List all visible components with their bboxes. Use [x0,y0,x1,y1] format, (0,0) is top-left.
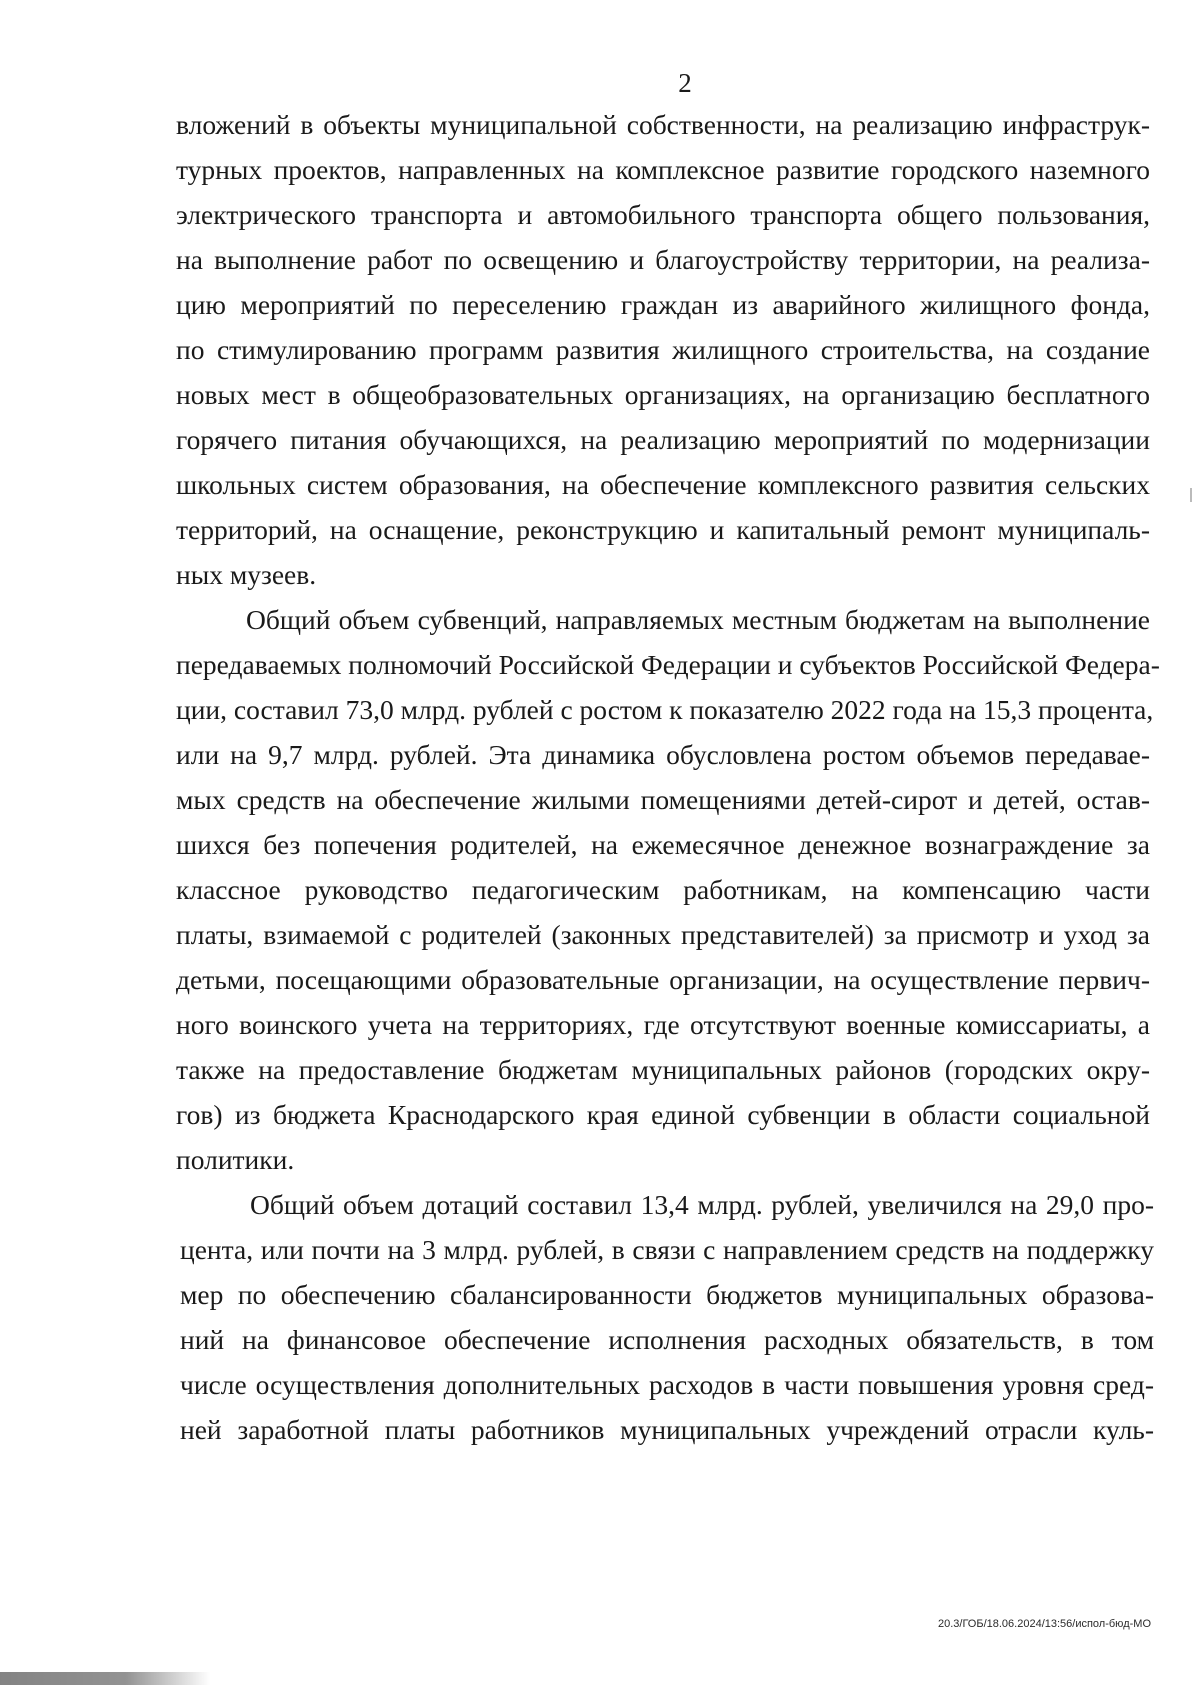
text-line: школьных систем образования, на обеспечение комплексного развития сельских [176,469,1150,500]
text-line: цию мероприятий по переселению граждан из аварийного жилищного фонда, [176,289,1150,320]
scan-artifact [1190,488,1192,502]
text-line: детьми, посещающими образовательные организации, на осуществление первич- [176,964,1150,995]
paragraph-start-line: Общий объем дотаций составил 13,4 млрд. рублей, увеличился на 29,0 про- [250,1189,1154,1220]
text-line: территорий, на оснащение, реконструкцию и капитальный ремонт муниципаль- [176,514,1150,545]
text-line: новых мест в общеобразовательных организациях, на организацию бесплатного [176,379,1150,410]
paragraph-start-line: Общий объем субвенций, направляемых местным бюджетам на выполнение [246,604,1150,635]
page-number: 2 [678,68,692,98]
text-line: платы, взимаемой с родителей (законных представителей) за присмотр и уход за [176,919,1150,950]
text-line: числе осуществления дополнительных расходов в части повышения уровня сред- [180,1369,1154,1400]
text-line: цента, или почти на 3 млрд. рублей, в связи с направлением средств на поддержку [180,1234,1154,1265]
text-line: ции, составил 73,0 млрд. рублей с ростом к показателю 2022 года на 15,3 процента, [176,694,1154,725]
text-line: классное руководство педагогическим работникам, на компенсацию части [176,874,1150,905]
text-line: ний на финансовое обеспечение исполнения расходных обязательств, в том [180,1324,1154,1355]
text-line: горячего питания обучающихся, на реализацию мероприятий по модернизации [176,424,1150,455]
scan-edge-artifact [0,1672,210,1685]
text-line: турных проектов, направленных на комплексное развитие городского наземного [176,154,1150,185]
text-line: по стимулированию программ развития жилищного строительства, на создание [176,334,1150,365]
text-line: ных музеев. [176,559,317,590]
text-line: ней заработной платы работников муниципальных учреждений отрасли куль- [180,1414,1154,1445]
text-line: шихся без попечения родителей, на ежемесячное денежное вознаграждение за [176,829,1150,860]
text-line: передаваемых полномочий Российской Федерации и субъектов Российской Федера- [176,649,1160,680]
text-line: или на 9,7 млрд. рублей. Эта динамика обусловлена ростом объемов передавае- [176,739,1150,770]
text-line: мер по обеспечению сбалансированности бюджетов муниципальных образова- [180,1279,1154,1310]
document-footer-code: 20.3/ГОБ/18.06.2024/13:56/испол-бюд-МО [938,1618,1151,1630]
text-line: политики. [176,1144,295,1175]
text-line: гов) из бюджета Краснодарского края единой субвенции в области социальной [176,1099,1150,1130]
text-line: электрического транспорта и автомобильного транспорта общего пользования, [176,199,1150,230]
text-line: ного воинского учета на территориях, где отсутствуют военные комиссариаты, а [176,1009,1150,1040]
text-line: мых средств на обеспечение жилыми помещениями детей-сирот и детей, остав- [176,784,1150,815]
text-line: на выполнение работ по освещению и благоустройству территории, на реализа- [176,244,1150,275]
text-line: также на предоставление бюджетам муниципальных районов (городских окру- [176,1054,1150,1085]
text-line: вложений в объекты муниципальной собственности, на реализацию инфраструк- [176,109,1150,140]
